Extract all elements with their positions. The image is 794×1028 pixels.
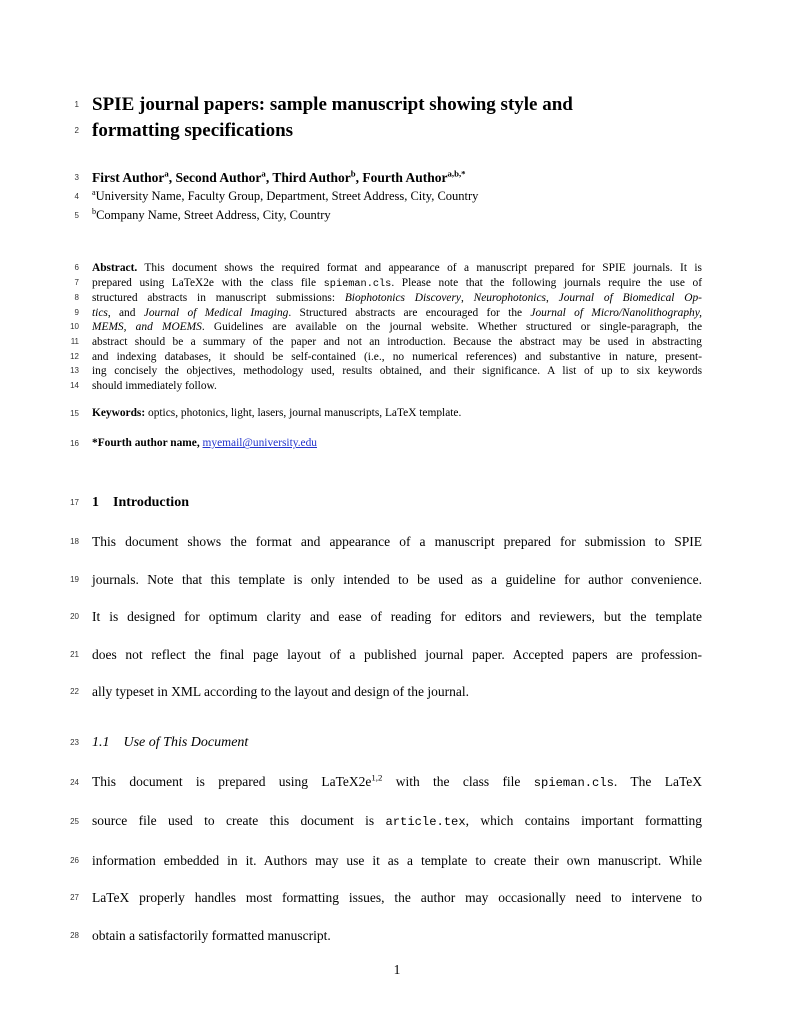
line-number: 8 [74,293,79,303]
text-segment: tics [92,306,108,319]
abstract-text [92,335,702,350]
text-segment: a [164,168,169,179]
text-segment: 1 Introduction [92,495,189,511]
abstract-line-9 [74,306,702,321]
body-paragraph-1-line-19 [70,561,702,599]
line-number: 26 [70,855,79,865]
body-paragraph-1-line-20 [70,598,702,636]
line-number: 19 [70,574,79,584]
text-segment: formatting specifications [92,120,294,141]
text-segment: Journal of Medical Imaging [143,306,289,319]
text-segment: 1,2 [371,772,383,783]
abstract-line-13 [70,364,702,379]
abstract-line-11 [70,335,702,350]
subsection-heading-use-of-this-document-line-23 [70,733,702,753]
text-segment: article.tex [385,815,466,830]
text-segment: and indexing databases, it should be self-contained (i.e., no numerical references) and substantive in nature, present- [92,350,702,363]
line-number: 7 [74,278,79,288]
text-segment: . Structured abstracts are encouraged for the [288,306,531,319]
line-number: 17 [70,498,79,508]
line-number: 21 [70,649,79,659]
text-segment: abstract should be a summary of the paper and not an introduction. Because the abstract may be used in abstracting [92,335,702,348]
affiliations [74,187,702,225]
abstract-line-14 [70,379,702,394]
text-segment: First Author [92,170,165,185]
text-segment: , Second Author [168,170,262,185]
line-number: 11 [70,336,79,346]
text-segment: Neurophotonics [473,292,546,305]
text-segment: University Name, Faculty Group, Department, Street Address, City, Country [95,189,479,203]
keywords-text [92,406,702,421]
body-paragraph-2-line-24 [70,763,702,803]
line-number: 2 [74,126,79,135]
abstract-line-12 [70,350,702,365]
body-paragraph-1 [70,523,702,711]
abstract-text [92,291,702,306]
text-segment: LaTeX properly handles most formatting issues, the author may occasionally need to intervene to [92,890,702,906]
text-segment: . Guidelines are available on the journal website. Whether structured or single-paragraph, the [201,321,702,334]
line-number: 18 [70,537,79,547]
author-footnote-line-16 [70,436,702,451]
text-segment: , and [107,306,144,319]
manuscript-content [70,92,702,954]
text-segment: Keywords: [92,407,146,420]
line-number: 5 [74,211,79,220]
text-segment: , [460,292,474,305]
text-segment: . The LaTeX [613,773,702,789]
text-segment: , which contains important formatting [465,813,702,829]
text-segment: Company Name, Street Address, City, Country [96,208,331,222]
abstract-text [92,364,702,379]
text-segment: *Fourth author name, [92,437,203,450]
body-paragraph-2 [70,763,702,955]
line-number: 27 [70,893,79,903]
line-number: 1 [74,100,79,109]
text-segment: This document shows the required format and appearance of a manuscript prepared for SPIE journals. It is [137,262,702,274]
body-paragraph-1-line-22 [70,673,702,711]
email-link[interactable]: myemail@university.edu [202,437,318,450]
text-segment: ing concisely the objectives, methodology used, results obtained, and their significance. A list of up to six keywords [92,365,702,378]
text-segment: , Third Author [265,170,351,185]
text-segment: Biophotonics Discovery [344,292,461,305]
para-text [92,842,702,880]
para-text [92,802,702,842]
para-text [92,523,702,561]
title-text [92,118,702,144]
page-number: 1 [393,962,401,977]
text-segment: a [261,168,266,179]
footnote-text [92,436,702,451]
subsection-heading-use-of-this-document [70,733,702,753]
section-heading-introduction [70,493,702,513]
text-segment: source file used to create this document is [92,813,386,829]
line-number: 13 [70,366,79,376]
body-paragraph-1-line-18 [70,523,702,561]
text-segment: Journal of Biomedical Op- [558,292,702,305]
body-paragraph-1-line-21 [70,636,702,674]
body-paragraph-2-line-27 [70,879,702,917]
text-segment: structured abstracts in manuscript submissions: [92,292,345,305]
abstract-text [92,320,702,335]
line-number: 6 [74,263,79,272]
text-segment: ally typeset in XML according to the layout and design of the journal. [92,684,470,700]
paper-title-line-1 [74,92,702,118]
line-number: 24 [70,777,79,787]
section-heading-introduction-line-17 [70,493,702,513]
text-segment: This document is prepared using LaTeX2e [92,773,372,789]
subsection-text [92,733,702,753]
body-paragraph-2-line-25 [70,802,702,842]
abstract-text [92,379,702,394]
text-segment: information embedded in it. Authors may use it as a template to create their own manuscript. While [92,852,702,868]
title-text [92,92,702,118]
abstract-line-6 [74,261,702,276]
line-number: 4 [74,192,79,201]
para-text [92,636,702,674]
author-line-line-3 [74,168,702,187]
para-text [92,673,702,711]
line-number: 16 [70,439,79,449]
abstract-text [92,261,702,276]
line-number: 9 [74,307,79,317]
line-number: 28 [70,930,79,940]
text-segment: , Fourth Author [355,170,448,185]
text-segment: Journal of Micro/Nanolithography, [530,306,702,319]
text-segment: a,b,* [447,168,466,179]
para-text [92,561,702,599]
text-segment: SPIE journal papers: sample manuscript showing style and [92,94,573,115]
text-segment: with the class file [382,773,534,789]
line-number: 23 [70,737,79,747]
line-number: 10 [70,322,79,332]
text-segment: journals. Note that this template is only intended to be used as a guideline for author convenience. [92,571,702,587]
text-segment: a [92,187,96,197]
text-segment: optics, photonics, light, lasers, journal manuscripts, LaTeX template. [145,407,462,420]
author-footnote [70,436,702,451]
para-text [92,763,702,803]
body-paragraph-2-line-28 [70,917,702,955]
abstract-line-10 [70,320,702,335]
abstract-line-7 [74,276,702,292]
abstract [70,261,702,393]
text-segment: should immediately follow. [92,379,217,392]
line-number: 14 [70,380,79,390]
authors-text [92,168,702,187]
line-number: 12 [70,351,79,361]
text-segment: spieman.cls [533,775,614,790]
line-number: 15 [70,409,79,419]
paper-title [74,92,702,144]
line-number: 3 [74,173,79,182]
abstract-text [92,276,702,292]
text-segment: spieman.cls [323,277,392,290]
abstract-text [92,350,702,365]
text-segment: does not reflect the final page layout of a published journal paper. Accepted papers are profession- [92,646,702,662]
text-segment: b [92,206,97,216]
para-text [92,598,702,636]
text-segment: b [350,168,356,179]
body-paragraph-2-line-26 [70,842,702,880]
author-line [74,168,702,187]
text-segment: . Please note that the following journals require the use of [391,276,702,289]
affiliations-line-5 [74,206,702,225]
abstract-line-8 [74,291,702,306]
para-text [92,917,702,955]
paper-title-line-2 [74,118,702,144]
text-segment: MEMS, and MOEMS [92,321,202,334]
affiliations-text [92,187,702,206]
line-number: 25 [70,817,79,827]
keywords-line [70,406,702,421]
para-text [92,879,702,917]
affiliations-text [92,206,702,225]
affiliations-line-4 [74,187,702,206]
line-number: 22 [70,687,79,697]
text-segment: prepared using LaTeX2e with the class file [92,276,324,289]
section-text [92,493,702,513]
text-segment: This document shows the format and appearance of a manuscript prepared for submission to SPIE [92,534,702,550]
abstract-text [92,306,702,321]
text-segment: Abstract. [92,262,138,274]
text-segment: 1.1 Use of This Document [92,734,249,750]
keywords-line-line-15 [70,406,702,421]
text-segment: , [545,292,559,305]
text-segment: obtain a satisfactorily formatted manuscript. [92,927,331,943]
line-number: 20 [70,612,79,622]
text-segment: It is designed for optimum clarity and ease of reading for editors and reviewers, but the template [92,609,702,625]
